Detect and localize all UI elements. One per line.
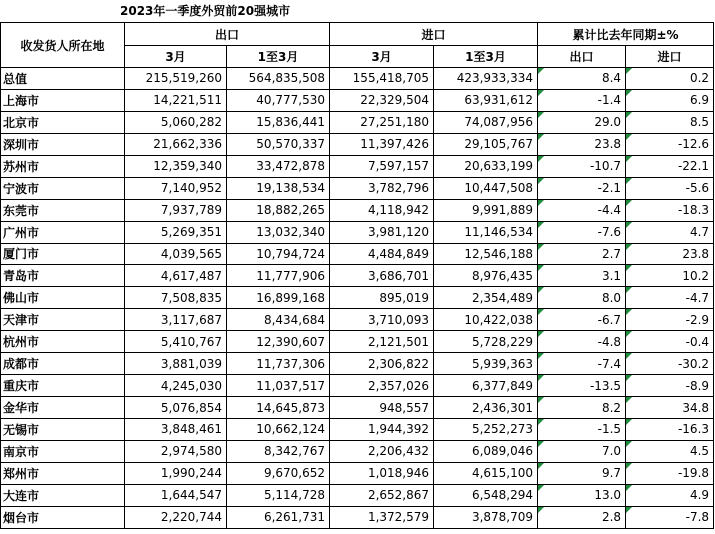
import-march-cell[interactable]: 2,121,501: [330, 331, 434, 353]
table-row: [1, 397, 714, 419]
yoy-import-cell[interactable]: -7.8: [626, 506, 714, 528]
import-q1-cell[interactable]: 5,728,229: [434, 331, 538, 353]
export-q1-cell[interactable]: 12,390,607: [227, 331, 330, 353]
table-row: [1, 309, 714, 331]
export-march-cell[interactable]: 21,662,336: [125, 133, 227, 155]
yoy-import-cell[interactable]: -16.3: [626, 419, 714, 441]
table-row: [1, 199, 714, 221]
yoy-header[interactable]: 累计比去年同期±%: [538, 23, 714, 46]
table-row: [1, 506, 714, 528]
yoy-import-cell[interactable]: -5.6: [626, 177, 714, 199]
table-row: [1, 177, 714, 199]
city-cell[interactable]: 宁波市: [1, 177, 125, 199]
export-header[interactable]: 出口: [125, 23, 330, 46]
city-cell[interactable]: 厦门市: [1, 243, 125, 265]
city-cell[interactable]: 苏州市: [1, 155, 125, 177]
import-q1-cell[interactable]: 12,546,188: [434, 243, 538, 265]
import-q1-cell[interactable]: 63,931,612: [434, 89, 538, 111]
import-q1-cell[interactable]: 74,087,956: [434, 111, 538, 133]
yoy-export-cell[interactable]: 8.0: [538, 287, 626, 309]
table-row: [1, 111, 714, 133]
export-q1-cell[interactable]: 9,670,652: [227, 462, 330, 484]
import-q1-cell[interactable]: 8,976,435: [434, 265, 538, 287]
export-q1-cell[interactable]: 40,777,530: [227, 89, 330, 111]
yoy-export-cell[interactable]: 29.0: [538, 111, 626, 133]
import-march-cell[interactable]: 4,118,942: [330, 199, 434, 221]
city-cell[interactable]: 金华市: [1, 397, 125, 419]
import-q1-cell[interactable]: 29,105,767: [434, 133, 538, 155]
export-march-cell[interactable]: 12,359,340: [125, 155, 227, 177]
import-march-cell[interactable]: 3,981,120: [330, 221, 434, 243]
import-q1-cell[interactable]: 4,615,100: [434, 462, 538, 484]
import-q1-cell[interactable]: 9,991,889: [434, 199, 538, 221]
yoy-export-cell[interactable]: 8.4: [538, 68, 626, 90]
import-march-cell[interactable]: 3,710,093: [330, 309, 434, 331]
export-q1-cell[interactable]: 11,737,306: [227, 353, 330, 375]
import-march-cell[interactable]: 2,652,867: [330, 484, 434, 506]
export-march-cell[interactable]: 14,221,511: [125, 89, 227, 111]
yoy-export-cell[interactable]: 7.0: [538, 440, 626, 462]
export-q1-header[interactable]: 1至3月: [227, 46, 330, 68]
export-march-cell[interactable]: 7,937,789: [125, 199, 227, 221]
table-row: [1, 331, 714, 353]
export-q1-cell[interactable]: 14,645,873: [227, 397, 330, 419]
export-march-cell[interactable]: 1,644,547: [125, 484, 227, 506]
import-march-cell[interactable]: 2,206,432: [330, 440, 434, 462]
export-q1-cell[interactable]: 10,662,124: [227, 419, 330, 441]
import-q1-cell[interactable]: 2,436,301: [434, 397, 538, 419]
export-q1-cell[interactable]: 5,114,728: [227, 484, 330, 506]
table-row: [1, 155, 714, 177]
import-q1-cell[interactable]: 423,933,334: [434, 68, 538, 90]
import-q1-cell[interactable]: 3,878,709: [434, 506, 538, 528]
export-march-header[interactable]: 3月: [125, 46, 227, 68]
yoy-export-cell[interactable]: 13.0: [538, 484, 626, 506]
export-march-cell[interactable]: 2,974,580: [125, 440, 227, 462]
export-march-cell[interactable]: 5,269,351: [125, 221, 227, 243]
import-q1-cell[interactable]: 10,422,038: [434, 309, 538, 331]
city-cell[interactable]: 总值: [1, 68, 125, 90]
yoy-import-cell[interactable]: -8.9: [626, 375, 714, 397]
yoy-import-cell[interactable]: 34.8: [626, 397, 714, 419]
import-q1-cell[interactable]: 6,377,849: [434, 375, 538, 397]
yoy-export-cell[interactable]: -13.5: [538, 375, 626, 397]
export-q1-cell[interactable]: 18,882,265: [227, 199, 330, 221]
city-cell[interactable]: 南京市: [1, 440, 125, 462]
import-march-cell[interactable]: 1,372,579: [330, 506, 434, 528]
yoy-import-cell[interactable]: -2.9: [626, 309, 714, 331]
import-march-cell[interactable]: 895,019: [330, 287, 434, 309]
yoy-import-cell[interactable]: 6.9: [626, 89, 714, 111]
yoy-import-cell[interactable]: -19.8: [626, 462, 714, 484]
export-q1-cell[interactable]: 13,032,340: [227, 221, 330, 243]
table-row: [1, 419, 714, 441]
table-row: [1, 375, 714, 397]
import-march-cell[interactable]: 1,944,392: [330, 419, 434, 441]
export-q1-cell[interactable]: 8,434,684: [227, 309, 330, 331]
export-march-cell[interactable]: 7,140,952: [125, 177, 227, 199]
table-row: [1, 221, 714, 243]
import-march-cell[interactable]: 948,557: [330, 397, 434, 419]
table-row: [1, 89, 714, 111]
import-q1-cell[interactable]: 2,354,489: [434, 287, 538, 309]
export-march-cell[interactable]: 4,039,565: [125, 243, 227, 265]
import-march-cell[interactable]: 2,357,026: [330, 375, 434, 397]
export-q1-cell[interactable]: 564,835,508: [227, 68, 330, 90]
export-q1-cell[interactable]: 8,342,767: [227, 440, 330, 462]
import-q1-cell[interactable]: 11,146,534: [434, 221, 538, 243]
table-row: [1, 440, 714, 462]
export-q1-cell[interactable]: 10,794,724: [227, 243, 330, 265]
yoy-export-cell[interactable]: 9.7: [538, 462, 626, 484]
export-q1-cell[interactable]: 50,570,337: [227, 133, 330, 155]
yoy-import-cell[interactable]: 0.2: [626, 68, 714, 90]
yoy-export-header[interactable]: 出口: [538, 46, 626, 68]
city-cell[interactable]: 广州市: [1, 221, 125, 243]
yoy-import-cell[interactable]: -12.6: [626, 133, 714, 155]
yoy-export-cell[interactable]: -1.5: [538, 419, 626, 441]
yoy-export-cell[interactable]: -4.8: [538, 331, 626, 353]
export-march-cell[interactable]: 5,410,767: [125, 331, 227, 353]
city-cell[interactable]: 东莞市: [1, 199, 125, 221]
import-q1-cell[interactable]: 6,089,046: [434, 440, 538, 462]
yoy-import-cell[interactable]: 4.9: [626, 484, 714, 506]
export-march-cell[interactable]: 3,117,687: [125, 309, 227, 331]
yoy-import-cell[interactable]: 4.7: [626, 221, 714, 243]
export-q1-cell[interactable]: 16,899,168: [227, 287, 330, 309]
yoy-export-cell[interactable]: 2.8: [538, 506, 626, 528]
import-march-cell[interactable]: 22,329,504: [330, 89, 434, 111]
import-q1-cell[interactable]: 5,939,363: [434, 353, 538, 375]
yoy-import-cell[interactable]: -22.1: [626, 155, 714, 177]
export-q1-cell[interactable]: 11,777,906: [227, 265, 330, 287]
yoy-export-cell[interactable]: -1.4: [538, 89, 626, 111]
city-cell[interactable]: 无锡市: [1, 419, 125, 441]
import-q1-cell[interactable]: 5,252,273: [434, 419, 538, 441]
import-march-cell[interactable]: 3,686,701: [330, 265, 434, 287]
yoy-export-cell[interactable]: 8.2: [538, 397, 626, 419]
city-cell[interactable]: 郑州市: [1, 462, 125, 484]
import-march-cell[interactable]: 27,251,180: [330, 111, 434, 133]
export-march-cell[interactable]: 1,990,244: [125, 462, 227, 484]
export-march-cell[interactable]: 3,881,039: [125, 353, 227, 375]
import-q1-cell[interactable]: 10,447,508: [434, 177, 538, 199]
table-row: [1, 265, 714, 287]
city-cell[interactable]: 天津市: [1, 309, 125, 331]
header-row-1: [1, 23, 714, 46]
city-cell[interactable]: 重庆市: [1, 375, 125, 397]
table-row: [1, 68, 714, 90]
table-row: [1, 462, 714, 484]
yoy-import-cell[interactable]: -4.7: [626, 287, 714, 309]
import-march-cell[interactable]: 2,306,822: [330, 353, 434, 375]
yoy-export-cell[interactable]: -2.1: [538, 177, 626, 199]
yoy-export-cell[interactable]: -7.6: [538, 221, 626, 243]
yoy-export-cell[interactable]: -7.4: [538, 353, 626, 375]
import-march-header[interactable]: 3月: [330, 46, 434, 68]
yoy-import-header[interactable]: 进口: [626, 46, 714, 68]
import-march-cell[interactable]: 7,597,157: [330, 155, 434, 177]
export-q1-cell[interactable]: 15,836,441: [227, 111, 330, 133]
yoy-import-cell[interactable]: 4.5: [626, 440, 714, 462]
yoy-export-cell[interactable]: -6.7: [538, 309, 626, 331]
export-march-cell[interactable]: 2,220,744: [125, 506, 227, 528]
yoy-export-cell[interactable]: 2.7: [538, 243, 626, 265]
export-march-cell[interactable]: 215,519,260: [125, 68, 227, 90]
table-row: [1, 484, 714, 506]
yoy-export-cell[interactable]: -4.4: [538, 199, 626, 221]
city-cell[interactable]: 杭州市: [1, 331, 125, 353]
export-q1-cell[interactable]: 11,037,517: [227, 375, 330, 397]
export-march-cell[interactable]: 5,060,282: [125, 111, 227, 133]
import-march-cell[interactable]: 11,397,426: [330, 133, 434, 155]
city-cell[interactable]: 上海市: [1, 89, 125, 111]
export-march-cell[interactable]: 7,508,835: [125, 287, 227, 309]
export-march-cell[interactable]: 4,245,030: [125, 375, 227, 397]
import-header[interactable]: 进口: [330, 23, 538, 46]
trade-table: [0, 22, 714, 529]
import-q1-header[interactable]: 1至3月: [434, 46, 538, 68]
table-title: 2023年一季度外贸前20强城市: [120, 4, 291, 18]
export-march-cell[interactable]: 5,076,854: [125, 397, 227, 419]
yoy-import-cell[interactable]: 23.8: [626, 243, 714, 265]
table-row: [1, 353, 714, 375]
yoy-import-cell[interactable]: 10.2: [626, 265, 714, 287]
city-cell[interactable]: 成都市: [1, 353, 125, 375]
city-cell[interactable]: 北京市: [1, 111, 125, 133]
yoy-export-cell[interactable]: -10.7: [538, 155, 626, 177]
import-march-cell[interactable]: 155,418,705: [330, 68, 434, 90]
table-row: [1, 243, 714, 265]
table-row: [1, 133, 714, 155]
export-march-cell[interactable]: 4,617,487: [125, 265, 227, 287]
yoy-import-cell[interactable]: 8.5: [626, 111, 714, 133]
city-cell[interactable]: 青岛市: [1, 265, 125, 287]
import-march-cell[interactable]: 3,782,796: [330, 177, 434, 199]
yoy-import-cell[interactable]: -0.4: [626, 331, 714, 353]
export-march-cell[interactable]: 3,848,461: [125, 419, 227, 441]
import-march-cell[interactable]: 4,484,849: [330, 243, 434, 265]
city-cell[interactable]: 烟台市: [1, 506, 125, 528]
yoy-import-cell[interactable]: -30.2: [626, 353, 714, 375]
export-q1-cell[interactable]: 6,261,731: [227, 506, 330, 528]
export-q1-cell[interactable]: 19,138,534: [227, 177, 330, 199]
city-cell[interactable]: 深圳市: [1, 133, 125, 155]
location-header[interactable]: 收发货人所在地: [1, 23, 125, 68]
yoy-import-cell[interactable]: -18.3: [626, 199, 714, 221]
yoy-export-cell[interactable]: 23.8: [538, 133, 626, 155]
table-row: [1, 287, 714, 309]
city-cell[interactable]: 大连市: [1, 484, 125, 506]
import-march-cell[interactable]: 1,018,946: [330, 462, 434, 484]
import-q1-cell[interactable]: 6,548,294: [434, 484, 538, 506]
city-cell[interactable]: 佛山市: [1, 287, 125, 309]
export-q1-cell[interactable]: 33,472,878: [227, 155, 330, 177]
yoy-export-cell[interactable]: 3.1: [538, 265, 626, 287]
import-q1-cell[interactable]: 20,633,199: [434, 155, 538, 177]
